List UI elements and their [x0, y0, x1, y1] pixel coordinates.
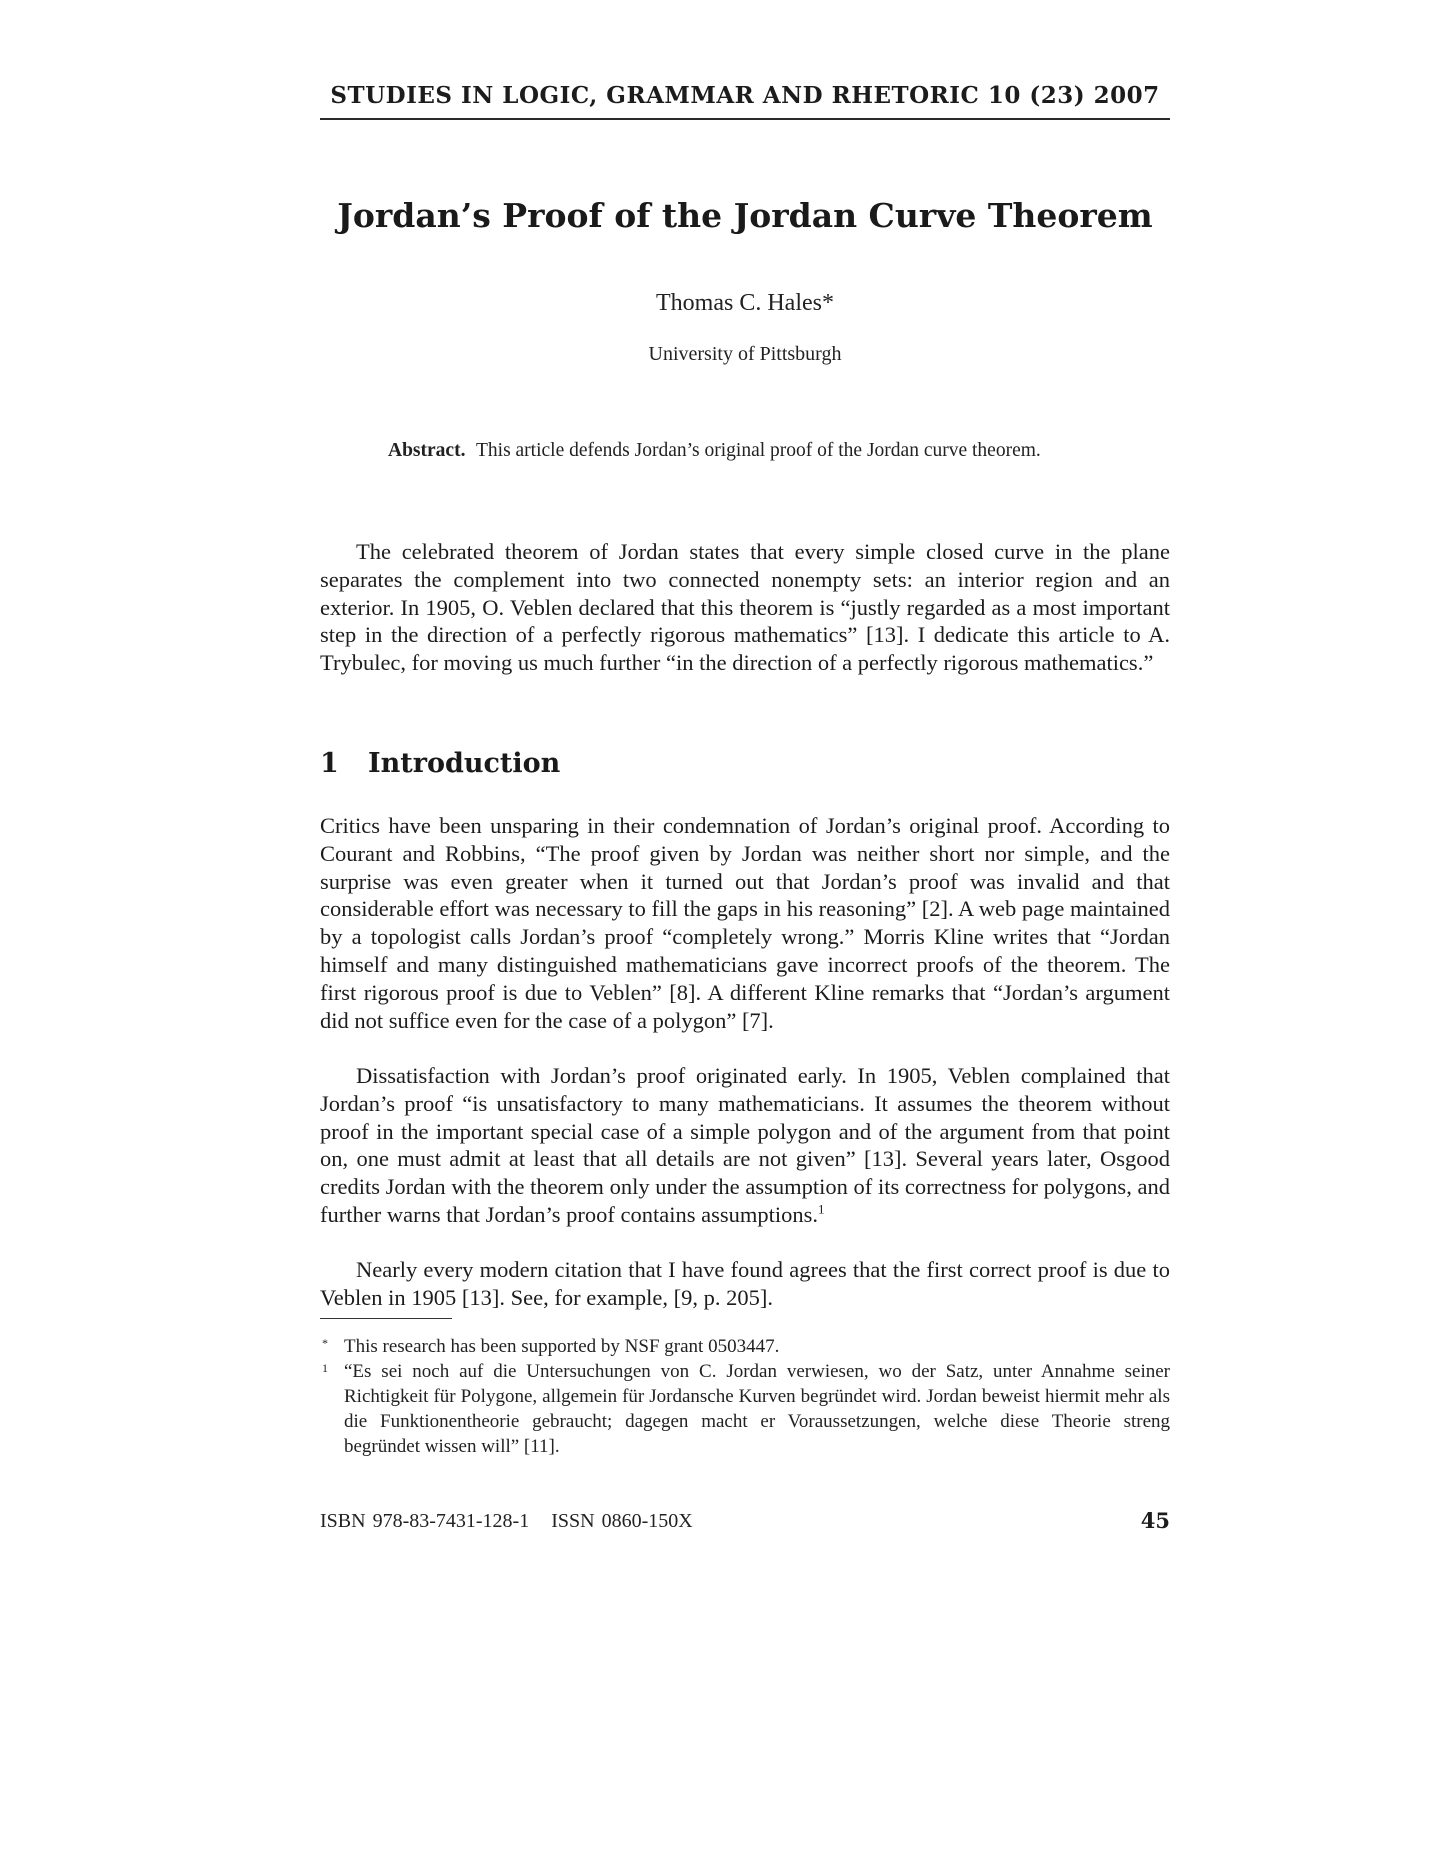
- paper-title: Jordan’s Proof of the Jordan Curve Theorem: [337, 196, 1153, 235]
- dedication-paragraph: The celebrated theorem of Jordan states that every simple closed curve in the plane separates the complement into two connected nonempty sets: an interior region and an exterior. In 1905, O. Veblen declared that this theorem is “justly regarded as a most important step in the direction of a perfectly rigorous mathematics” [13]. I dedicate this article to A. Trybulec, for moving us much further “in the direction of a perfectly rigorous mathematics.”: [320, 539, 1170, 676]
- author-affiliation: University of Pittsburgh: [648, 343, 842, 365]
- header-rule: [320, 118, 1170, 120]
- footnote-mark: *: [322, 1336, 328, 1350]
- abstract: [388, 438, 1106, 464]
- footnote-funding: [320, 1334, 1170, 1359]
- section-number: 1: [320, 748, 339, 779]
- footnote-quote: [320, 1359, 1170, 1459]
- footer-identifiers: [320, 1510, 693, 1533]
- footnote-text: “Es sei noch auf die Untersuchungen von C. Jordan verwiesen, wo der Satz, unter Annahme seiner Richtigkeit für Polygone, allgemein für Jordansche Kurven begründet wird. Jordan beweist hiermit mehr als die Funktionentheorie gebraucht; dagegen macht er Voraussetzungen, welche diese Theorie streng begründet wissen will” [11].: [344, 1361, 1170, 1457]
- journal-header: STUDIES IN LOGIC, GRAMMAR AND RHETORIC 10 (23) 2007: [330, 82, 1160, 109]
- page-number: 45: [1140, 1508, 1170, 1533]
- footnote-mark: 1: [322, 1361, 328, 1375]
- intro-paragraph-1: Critics have been unsparing in their condemnation of Jordan’s original proof. According to Courant and Robbins, “The proof given by Jordan was neither short nor simple, and the surprise was even greater when it turned out that Jordan’s proof was invalid and that considerable effort was necessary to fill the gaps in his reasoning” [2]. A web page maintained by a topologist calls Jordan’s proof “completely wrong.” Morris Kline writes that “Jordan himself and many distinguished mathematicians gave incorrect proofs of the theorem. The first rigorous proof is due to Veblen” [8]. A different Kline remarks that “Jordan’s argument did not suffice even for the case of a polygon” [7].: [320, 813, 1170, 1033]
- footnote-rule: [320, 1318, 452, 1319]
- abstract-text: This article defends Jordan’s original proof of the Jordan curve theorem.: [475, 440, 1041, 461]
- intro-paragraph-2-text: Dissatisfaction with Jordan’s proof originated early. In 1905, Veblen complained that Jordan’s proof “is unsatisfactory to many mathematicians. It assumes the theorem without proof in the important special case of a simple polygon and of the argument from that point on, one must admit at least that all details are not given” [13]. Several years later, Osgood credits Jordan with the theorem only under the assumption of its correctness for polygons, and further warns that Jordan’s proof contains assumptions.: [320, 1063, 1170, 1227]
- intro-paragraph-3: Nearly every modern citation that I have found agrees that the first correct proof is due to Veblen in 1905 [13]. See, for example, [9, p. 205].: [320, 1257, 1170, 1310]
- footnote-text: This research has been supported by NSF grant 0503447.: [344, 1336, 780, 1357]
- isbn: ISBN 978-83-7431-128-1: [320, 1510, 530, 1532]
- abstract-label: Abstract.: [388, 440, 466, 461]
- intro-paragraph-2: [320, 1062, 1170, 1229]
- section-title: Introduction: [368, 748, 561, 779]
- footnote-reference[interactable]: 1: [818, 1201, 825, 1217]
- issn: ISSN 0860-150X: [551, 1510, 693, 1532]
- author-name: Thomas C. Hales*: [656, 290, 834, 316]
- section-heading: [320, 748, 1170, 779]
